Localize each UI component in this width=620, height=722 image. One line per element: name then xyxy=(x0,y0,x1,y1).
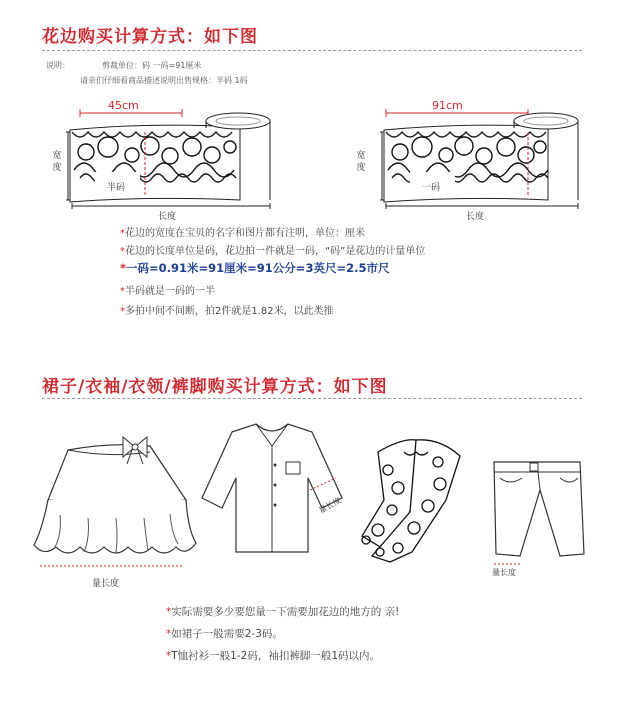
right-height-label: 宽度 xyxy=(356,151,366,173)
shirt-measure-label: 量长度 xyxy=(317,495,343,516)
skirt-measure-label: 量长度 xyxy=(92,579,120,589)
note2-item: *T恤衬衫一般1-2码，袖扣裤脚一般1码以内。 xyxy=(166,650,380,662)
section2-title: 裙子/衣袖/衣领/裤脚购买计算方式：如下图 xyxy=(42,377,388,397)
desc-line1: 剪裁单位：码 一码=91厘米 xyxy=(102,61,202,70)
jeans-measure-label: 量长度 xyxy=(492,568,516,577)
note1-item: *半码就是一码的一半 xyxy=(120,286,215,297)
left-width-label: 45cm xyxy=(108,99,139,112)
conversion-formula: *一码=0.91米=91厘米=91公分=3英尺=2.5市尺 xyxy=(120,261,390,275)
desc-label: 说明： xyxy=(46,61,70,70)
left-piece-label: 半码 xyxy=(107,183,126,193)
left-height-label: 宽度 xyxy=(52,151,62,173)
note1-item: *花边的长度单位是码，花边拍一件就是一码，“码”是花边的计量单位 xyxy=(120,246,426,257)
note2-item: *实际需要多少要您量一下需要加花边的地方的 亲! xyxy=(166,606,400,618)
left-length-label: 长度 xyxy=(158,212,177,222)
section1-title: 花边购买计算方式：如下图 xyxy=(42,27,258,47)
right-piece-label: 一码 xyxy=(422,183,441,193)
right-width-label: 91cm xyxy=(432,99,463,112)
note1-item: *多拍中间不间断，拍2件就是1.82米，以此类推 xyxy=(120,306,334,317)
note2-item: *如裙子一般需要2-3码。 xyxy=(166,628,283,640)
note1-item: *花边的宽度在宝贝的名字和图片都有注明，单位：厘米 xyxy=(120,228,365,239)
right-length-label: 长度 xyxy=(466,212,485,222)
desc-line2: 请亲们仔细看商品描述说明出售规格：半码 1码 xyxy=(80,76,248,85)
